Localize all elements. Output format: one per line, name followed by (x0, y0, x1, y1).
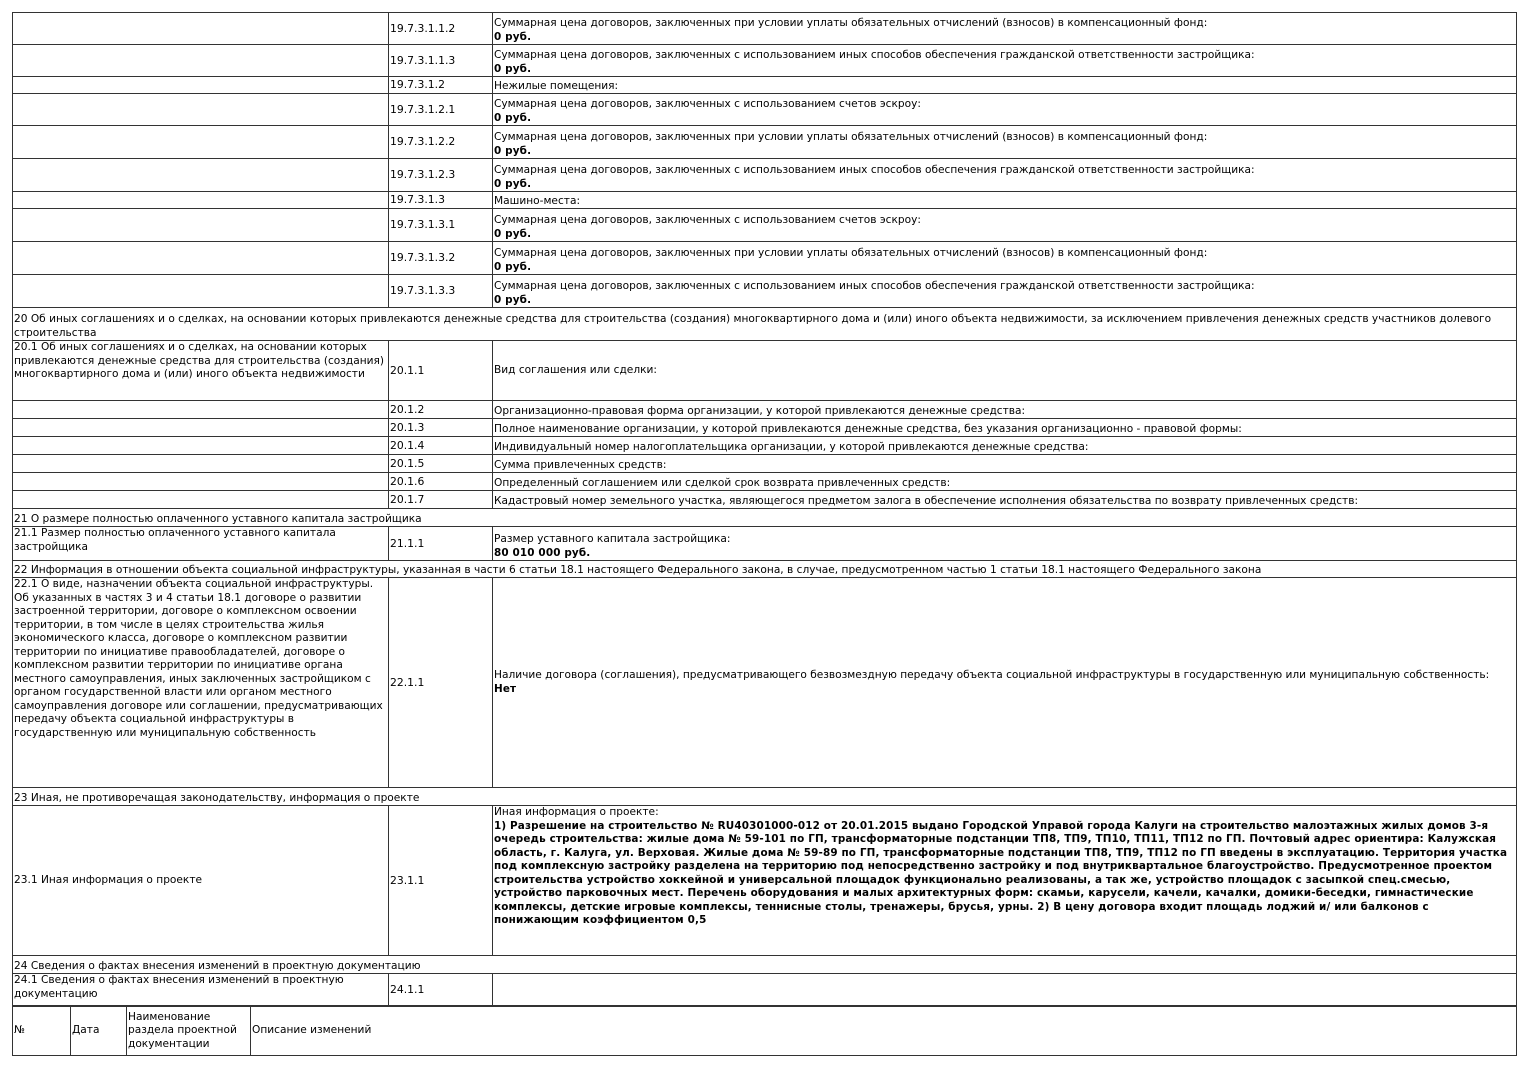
row-code: 19.7.3.1.3.1 (389, 209, 493, 242)
row-subject (13, 159, 389, 192)
row-subject (13, 45, 389, 77)
field-label: Суммарная цена договоров, заключенных при условии уплаты обязательных отчислений (взносов) в компенсационный фонд: (494, 131, 1208, 143)
row-description (493, 45, 1517, 77)
table-row (13, 159, 1517, 192)
row-description (493, 473, 1517, 491)
field-label: Суммарная цена договоров, заключенных с использованием счетов эскроу: (494, 98, 921, 110)
row-code: 20.1.6 (389, 473, 493, 491)
field-label: Нежилые помещения: (494, 79, 619, 92)
row-subject: 21.1 Размер полностью оплаченного уставного капитала застройщика (13, 527, 389, 561)
row-code: 20.1.4 (389, 437, 493, 455)
changes-header-row (13, 1006, 1517, 1056)
field-label: Определенный соглашением или сделкой срок возврата привлеченных средств: (494, 476, 951, 489)
row-code: 24.1.1 (389, 974, 493, 1006)
row-description (493, 455, 1517, 473)
row-code: 19.7.3.1.2.3 (389, 159, 493, 192)
field-label: Индивидуальный номер налогоплательщика организации, у которой привлекаются денежные средства: (494, 440, 1089, 453)
field-value: 0 руб. (494, 144, 532, 157)
row-description (493, 275, 1517, 308)
row-subject: 23.1 Иная информация о проекте (13, 806, 389, 956)
row-subject (13, 455, 389, 473)
row-description (493, 419, 1517, 437)
row-subject (13, 126, 389, 159)
section-header-row (13, 788, 1517, 806)
section-title: 24 Сведения о фактах внесения изменений в проектную документацию (13, 956, 1517, 974)
row-subject (13, 419, 389, 437)
field-value: 0 руб. (494, 177, 532, 190)
header-section-name: Наименование раздела проектной документации (127, 1006, 251, 1056)
field-value: 0 руб. (494, 260, 532, 273)
field-label: Полное наименование организации, у которой привлекаются денежные средства, без указания организационно - правовой формы: (494, 422, 1242, 435)
field-label: Суммарная цена договоров, заключенных при условии уплаты обязательных отчислений (взносов) в компенсационный фонд: (494, 17, 1208, 29)
row-description (493, 401, 1517, 419)
row-subject: 24.1 Сведения о фактах внесения изменений в проектную документацию (13, 974, 389, 1006)
row-description (493, 94, 1517, 126)
row-subject (13, 242, 389, 275)
field-value: 1) Разрешение на строительство № RU40301000-012 от 20.01.2015 выдано Городской Управой города Калуги на строительство малоэтажных жилых домов 3-я очередь строительства: жилые дома № 59-101 по ГП, трансформаторные подстанции ТП8, ТП9, ТП10, ТП11, ТП12 по ГП. Почтовый адрес ориентира: Калужская область, г. Калуга, ул. Верховая. Жилые дома № 59-89 по ГП, трансформаторные подстанции ТП8, ТП9, ТП12 по ГП введены в эксплуатацию. Территория участка под комплексную застройку разделена на территорию под непосредственно застройку и под внутриквартальное благоустройство. Предусмотренное проектом строительства устройство хоккейной и универсальной площадок функционально реализованы, а так же, устройство площадок с засыпкой спец.смесью, устройство парковочных мест. Перечень оборудования и малых архитектурных форм: скамьи, карусели, качели, качалки, домики-беседки, гимнастические комплексы, детские игровые комплексы, теннисные столы, тренажеры, брусья, урны. 2) В цену договора входит площадь лоджий и/ или балконов с понижающим коэффициентом 0,5 (494, 819, 1508, 926)
field-label: Организационно-правовая форма организации, у которой привлекаются денежные средства: (494, 404, 1026, 417)
row-description (493, 209, 1517, 242)
table-row (13, 126, 1517, 159)
changes-table (12, 1005, 1517, 1056)
row-code: 19.7.3.1.2 (389, 77, 493, 94)
section-header-row (13, 956, 1517, 974)
row-subject (13, 473, 389, 491)
section-header-row (13, 509, 1517, 527)
field-label: Машино-места: (494, 194, 581, 207)
field-value: 0 руб. (494, 293, 532, 306)
row-code: 21.1.1 (389, 527, 493, 561)
row-subject (13, 13, 389, 45)
section-title: 20 Об иных соглашениях и о сделках, на основании которых привлекаются денежные средства для строительства (создания) многоквартирного дома и (или) иного объекта недвижимости, за исключением привлечения денежных средств участников долевого строительства (13, 308, 1517, 341)
row-code: 20.1.7 (389, 491, 493, 509)
section-title: 22 Информация в отношении объекта социальной инфраструктуры, указанная в части 6 статьи 18.1 настоящего Федерального закона, в случае, предусмотренном частью 1 статьи 18.1 настоящего Федерального закона (13, 561, 1517, 578)
row-subject (13, 491, 389, 509)
table-row (13, 419, 1517, 437)
row-description (493, 806, 1517, 956)
row-code: 19.7.3.1.1.3 (389, 45, 493, 77)
table-row (13, 242, 1517, 275)
header-description: Описание изменений (251, 1006, 1517, 1056)
field-label: Кадастровый номер земельного участка, являющегося предметом залога в обеспечение исполнения обязательства по возврату привлеченных средств: (494, 494, 1359, 507)
section-header-row (13, 561, 1517, 578)
row-description (493, 527, 1517, 561)
table-row (13, 578, 1517, 788)
row-description (493, 437, 1517, 455)
section-title: 23 Иная, не противоречащая законодательству, информация о проекте (13, 788, 1517, 806)
table-row (13, 974, 1517, 1006)
row-description (493, 491, 1517, 509)
field-label: Суммарная цена договоров, заключенных с использованием счетов эскроу: (494, 214, 921, 226)
row-code: 23.1.1 (389, 806, 493, 956)
row-description (493, 77, 1517, 94)
table-row (13, 192, 1517, 209)
table-row (13, 45, 1517, 77)
table-row (13, 491, 1517, 509)
field-value: 0 руб. (494, 30, 532, 43)
section-title: 21 О размере полностью оплаченного уставного капитала застройщика (13, 509, 1517, 527)
row-subject (13, 401, 389, 419)
row-subject (13, 275, 389, 308)
row-description (493, 126, 1517, 159)
row-code: 19.7.3.1.2.1 (389, 94, 493, 126)
field-value: 0 руб. (494, 62, 532, 75)
row-subject: 20.1 Об иных соглашениях и о сделках, на основании которых привлекаются денежные средства для строительства (создания) многоквартирного дома и (или) иного объекта недвижимости (13, 341, 389, 401)
table-row (13, 209, 1517, 242)
row-description (493, 578, 1517, 788)
table-row (13, 455, 1517, 473)
row-subject (13, 209, 389, 242)
row-code: 20.1.5 (389, 455, 493, 473)
project-declaration-table (12, 12, 1517, 1006)
section-header-row (13, 308, 1517, 341)
row-code: 19.7.3.1.2.2 (389, 126, 493, 159)
row-subject: 22.1 О виде, назначении объекта социальной инфраструктуры. Об указанных в частях 3 и 4 статьи 18.1 договоре о развитии застроенной территории, договоре о комплексном освоении территории, в том числе в целях строительства жилья экономического класса, договоре о комплексном развитии территории по инициативе правообладателей, договоре о комплексном развитии территории по инициативе органа местного самоуправления, иных заключенных застройщиком с органом государственной власти или органом местного самоуправления договоре или соглашении, предусматривающих передачу объекта социальной инфраструктуры в государственную или муниципальную собственность (13, 578, 389, 788)
table-row (13, 341, 1517, 401)
row-code: 19.7.3.1.1.2 (389, 13, 493, 45)
field-label: Суммарная цена договоров, заключенных с использованием иных способов обеспечения гражданской ответственности застройщика: (494, 164, 1255, 176)
row-code: 22.1.1 (389, 578, 493, 788)
table-row (13, 94, 1517, 126)
table-row (13, 473, 1517, 491)
row-description (493, 974, 1517, 1006)
row-description (493, 192, 1517, 209)
field-value: 0 руб. (494, 111, 532, 124)
field-label: Суммарная цена договоров, заключенных с использованием иных способов обеспечения гражданской ответственности застройщика: (494, 49, 1255, 61)
row-code: 19.7.3.1.3.2 (389, 242, 493, 275)
row-subject (13, 437, 389, 455)
row-subject (13, 94, 389, 126)
row-subject (13, 77, 389, 94)
field-label: Вид соглашения или сделки: (494, 363, 657, 376)
row-description (493, 242, 1517, 275)
header-date: Дата (71, 1006, 127, 1056)
row-code: 19.7.3.1.3 (389, 192, 493, 209)
row-description (493, 159, 1517, 192)
table-row (13, 13, 1517, 45)
row-code: 20.1.3 (389, 419, 493, 437)
field-label: Сумма привлеченных средств: (494, 458, 667, 471)
row-code: 19.7.3.1.3.3 (389, 275, 493, 308)
table-row (13, 77, 1517, 94)
field-label: Размер уставного капитала застройщика: (494, 533, 731, 545)
field-label: Суммарная цена договоров, заключенных при условии уплаты обязательных отчислений (взносов) в компенсационный фонд: (494, 247, 1208, 259)
row-description (493, 341, 1517, 401)
row-code: 20.1.1 (389, 341, 493, 401)
table-row (13, 275, 1517, 308)
field-label: Наличие договора (соглашения), предусматривающего безвозмездную передачу объекта социальной инфраструктуры в государственную или муниципальную собственность: (494, 669, 1490, 681)
field-label: Иная информация о проекте: (494, 806, 659, 818)
row-subject (13, 192, 389, 209)
field-label: Суммарная цена договоров, заключенных с использованием иных способов обеспечения гражданской ответственности застройщика: (494, 280, 1255, 292)
table-row (13, 401, 1517, 419)
field-value: 80 010 000 руб. (494, 546, 591, 559)
field-value: 0 руб. (494, 227, 532, 240)
row-code: 20.1.2 (389, 401, 493, 419)
row-description (493, 13, 1517, 45)
table-row (13, 437, 1517, 455)
table-row (13, 806, 1517, 956)
field-value: Нет (494, 682, 517, 695)
header-number: № (13, 1006, 71, 1056)
table-row (13, 527, 1517, 561)
